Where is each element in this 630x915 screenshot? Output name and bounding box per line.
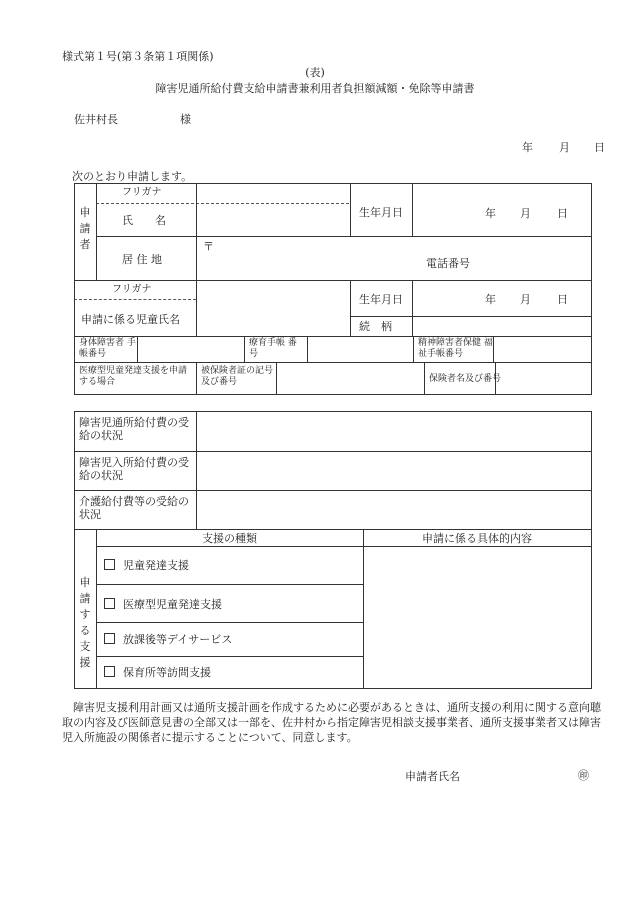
support-item[interactable]: [104, 666, 211, 679]
date-year: 年: [522, 141, 533, 154]
checkbox-icon[interactable]: [104, 666, 115, 677]
mental-notebook-label: 精神障害者保健 福祉手帳番号: [418, 338, 493, 359]
support-item-label: 児童発達支援: [123, 559, 189, 572]
applicant-birth-day: 日: [557, 207, 568, 220]
support-item-label: 放課後等デイサービス: [123, 633, 233, 646]
applicant-birth-month: 月: [520, 207, 531, 220]
date-day: 日: [594, 141, 605, 154]
child-furigana-label: フリガナ: [112, 284, 152, 295]
addressee-honorific: 様: [180, 113, 191, 126]
applicant-address-label: 居 住 地: [122, 253, 162, 266]
support-item-label: 医療型児童発達支援: [123, 598, 222, 611]
support-item[interactable]: [104, 559, 189, 572]
support-type-header: 支援の種類: [202, 532, 257, 545]
postal-mark: 〒: [203, 240, 214, 253]
child-relation-label: 続 柄: [359, 320, 392, 333]
date-month: 月: [559, 141, 570, 154]
insured-number-label: 被保険者証の記号及び番号: [201, 366, 274, 387]
child-birth-month: 月: [520, 293, 531, 306]
side-label: (表): [305, 66, 325, 79]
applicant-name-label: 氏 名: [122, 214, 166, 227]
medical-label: 医療型児童発達支援を申請する場合: [79, 366, 188, 387]
checkbox-icon[interactable]: [104, 633, 115, 644]
tsusho-status-label: 障害児通所給付費の受給の状況: [79, 416, 189, 442]
checkbox-icon[interactable]: [104, 559, 115, 570]
seal-mark: ㊞: [578, 769, 589, 782]
child-birth-day: 日: [557, 293, 568, 306]
checkbox-icon[interactable]: [104, 598, 115, 609]
child-name-label: 申請に係る児童氏名: [81, 313, 180, 326]
nyusho-status-label: 障害児入所給付費の受給の状況: [79, 456, 189, 482]
support-item[interactable]: [104, 633, 232, 646]
insurer-label: 保険者名及び番号: [429, 374, 502, 384]
support-section-label: 申請する支援: [79, 576, 91, 669]
form-title: 障害児通所給付費支給申請書兼利用者負担額減額・免除等申請書: [155, 82, 475, 95]
applicant-furigana-label: フリガナ: [122, 187, 162, 198]
applicant-birth-label: 生年月日: [359, 206, 403, 219]
ryoiku-notebook-label: 療育手帳 番号: [249, 338, 297, 359]
addressee-name: 佐井村長: [74, 113, 118, 126]
support-content-header: 申請に係る具体的内容: [422, 532, 532, 545]
intro-text: 次のとおり申請します。: [72, 170, 193, 183]
kaigo-status-label: 介護給付費等の受給の状況: [79, 495, 189, 521]
form-number: 様式第１号(第３条第１項関係): [62, 50, 214, 63]
phone-label: 電話番号: [426, 257, 470, 270]
consent-text: 障害児支援利用計画又は通所支援計画を作成するために必要があるときは、通所支援の利用に関する意向聴取の内容及び医師意見書の全部又は一部を、佐井村から指定障害児相談支援事業者、通所支援事業者又は障害児入所施設の関係者に提示することについて、同意します。: [62, 701, 601, 744]
support-item[interactable]: [104, 598, 222, 611]
applicant-birth-year: 年: [485, 207, 496, 220]
child-birth-label: 生年月日: [359, 293, 403, 306]
signature-label: 申請者氏名: [405, 770, 460, 783]
physical-notebook-label: 身体障害者 手帳番号: [79, 338, 136, 359]
support-item-label: 保育所等訪問支援: [123, 666, 211, 679]
child-birth-year: 年: [485, 293, 496, 306]
applicant-section-label: 申請者: [79, 206, 91, 251]
